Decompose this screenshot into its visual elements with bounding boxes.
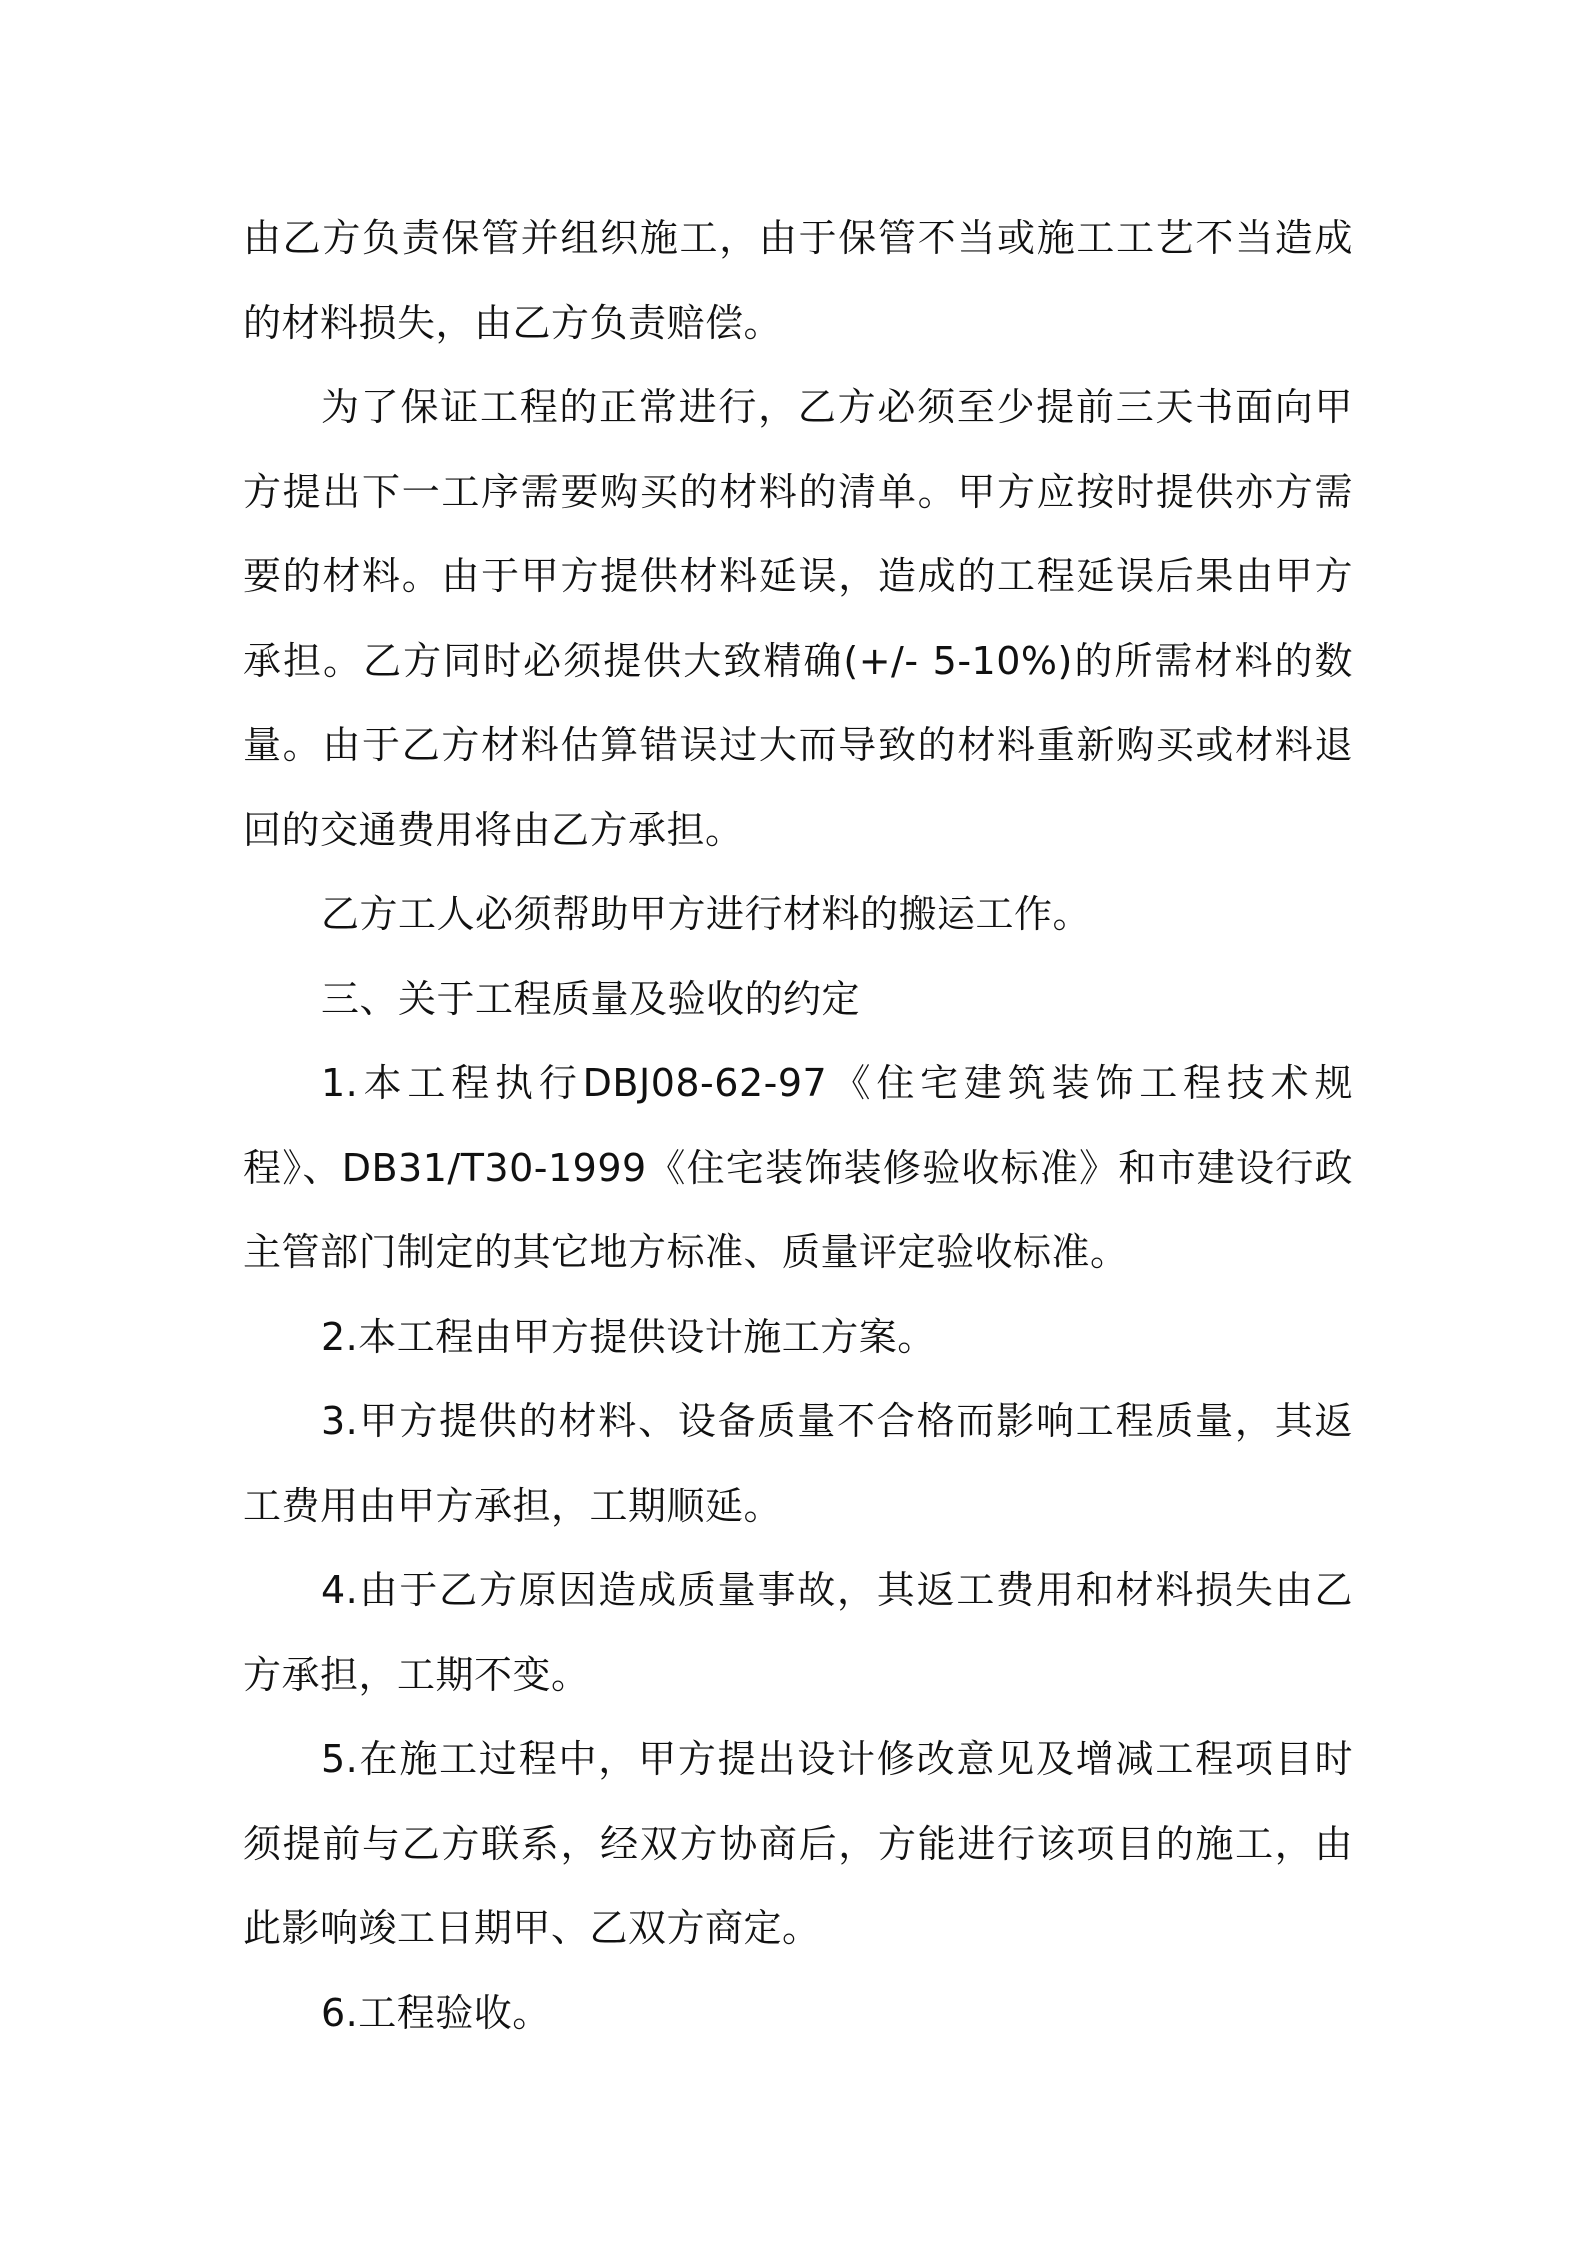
paragraph-material-purchase: 为了保证工程的正常进行，乙方必须至少提前三天书面向甲方提出下一工序需要购买的材料的清单。甲方应按时提供亦方需要的材料。由于甲方提供材料延误，造成的工程延误后果由甲方承担。乙方同时必须提供大致精确(+/- 5-10%)的所需材料的数量。由于乙方材料估算错误过大而导致的材料重新购买或材料退回的交通费用将由乙方承担。: [243, 385, 1353, 852]
paragraph-item-2: 2.本工程由甲方提供设计施工方案。: [321, 1314, 936, 1359]
section-heading-quality: 三、关于工程质量及验收的约定: [321, 976, 861, 1021]
document-body: [243, 196, 1353, 2055]
paragraph-item-6: 6.工程验收。: [321, 1990, 551, 2035]
paragraph-material-transport: 乙方工人必须帮助甲方进行材料的搬运工作。: [321, 892, 1092, 936]
paragraph-item-3: 3.甲方提供的材料、设备质量不合格而影响工程质量，其返工费用由甲方承担，工期顺延。: [243, 1399, 1353, 1528]
paragraph-item-4: 4.由于乙方原因造成质量事故，其返工费用和材料损失由乙方承担，工期不变。: [243, 1568, 1353, 1697]
paragraph-item-1: 1.本工程执行DBJ08-62-97《住宅建筑装饰工程技术规程》、DB31/T30-1999《住宅装饰装修验收标准》和市建设行政主管部门制定的其它地方标准、质量评定验收标准。: [243, 1061, 1353, 1274]
paragraph-item-5: 5.在施工过程中，甲方提出设计修改意见及增减工程项目时须提前与乙方联系，经双方协商后，方能进行该项目的施工，由此影响竣工日期甲、乙双方商定。: [243, 1737, 1353, 1950]
paragraph-material-custody: 由乙方负责保管并组织施工，由于保管不当或施工工艺不当造成的材料损失，由乙方负责赔偿。: [243, 216, 1353, 345]
